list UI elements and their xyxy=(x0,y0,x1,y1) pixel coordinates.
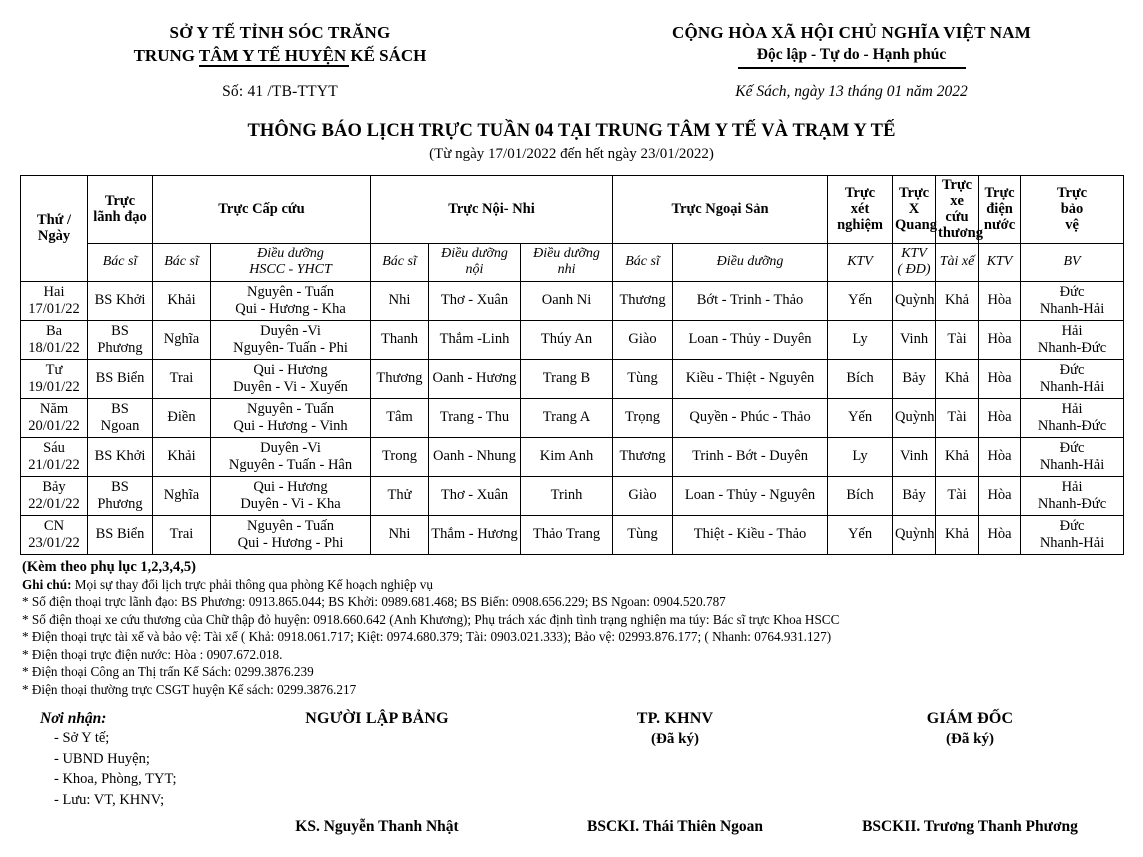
cell-day-date-line2: 23/01/22 xyxy=(28,534,80,551)
cell-xray-tech: Quỳnh xyxy=(893,281,936,320)
cell-security-staff-line1: Hải xyxy=(1061,478,1083,495)
cell-internal-nurse: Trang - Thu xyxy=(429,398,521,437)
cell-security-staff-line1: Đức xyxy=(1059,439,1085,456)
cell-utilities-tech: Hòa xyxy=(979,281,1021,320)
cell-emergency-nurse xyxy=(211,476,371,515)
sub-header-row xyxy=(21,243,1124,281)
subheader-internal-doctor: Bác sĩ xyxy=(371,243,429,281)
signature-name: KS. Nguyễn Thanh Nhật xyxy=(295,818,459,836)
cell-surgery-doctor: Giào xyxy=(613,476,673,515)
cell-emergency-nurse-line2: Nguyên - Tuấn - Hân xyxy=(228,456,353,473)
cell-surgery-nurse: Loan - Thủy - Nguyên xyxy=(673,476,828,515)
notes-section xyxy=(22,559,1123,699)
cell-leadership-doctor: BS Biển xyxy=(88,359,153,398)
cell-driver: Khả xyxy=(936,281,979,320)
cell-utilities-tech: Hòa xyxy=(979,398,1021,437)
cell-emergency-doctor: Trai xyxy=(153,515,211,554)
phone-note-list xyxy=(22,593,1123,698)
recipients-block xyxy=(40,710,177,810)
table-body xyxy=(21,281,1124,554)
cell-lab-tech: Yến xyxy=(828,398,893,437)
cell-emergency-doctor: Nghĩa xyxy=(153,320,211,359)
cell-day-date xyxy=(21,437,88,476)
header-utilities-duty: Trực điện nước xyxy=(979,175,1021,243)
cell-pediatric-nurse: Thúy An xyxy=(521,320,613,359)
table-row xyxy=(21,398,1124,437)
cell-day-date-line2: 19/01/22 xyxy=(28,378,80,395)
cell-surgery-nurse: Trinh - Bớt - Duyên xyxy=(673,437,828,476)
cell-utilities-tech: Hòa xyxy=(979,359,1021,398)
cell-day-date-line2: 20/01/22 xyxy=(28,417,80,434)
cell-emergency-nurse-line2: Qui - Hương - Kha xyxy=(235,300,346,317)
cell-driver: Tài xyxy=(936,320,979,359)
cell-lab-tech: Bích xyxy=(828,359,893,398)
cell-day-date xyxy=(21,359,88,398)
cell-utilities-tech: Hòa xyxy=(979,320,1021,359)
cell-day-date-line1: Ba xyxy=(45,322,63,339)
cell-security-staff-line1: Hải xyxy=(1061,322,1083,339)
cell-utilities-tech: Hòa xyxy=(979,476,1021,515)
cell-security-staff-line2: Nhanh-Hải xyxy=(1039,300,1105,317)
cell-internal-nurse: Thơ - Xuân xyxy=(429,281,521,320)
title-underline xyxy=(199,65,349,67)
cell-internal-doctor: Thử xyxy=(371,476,429,515)
cell-internal-doctor: Nhi xyxy=(371,515,429,554)
cell-security-staff xyxy=(1021,515,1124,554)
signature-role: NGƯỜI LẬP BẢNG xyxy=(305,710,449,728)
subheader-xray-tech: KTV ( ĐD) xyxy=(893,243,936,281)
cell-internal-doctor: Thanh xyxy=(371,320,429,359)
cell-pediatric-nurse: Trang A xyxy=(521,398,613,437)
cell-internal-doctor: Tâm xyxy=(371,398,429,437)
cell-day-date xyxy=(21,320,88,359)
cell-leadership-doctor: BS Khởi xyxy=(88,437,153,476)
recipient-item: - UBND Huyện; xyxy=(54,750,150,767)
cell-leadership-doctor: BS Phương xyxy=(88,320,153,359)
note-label: Ghi chú: xyxy=(22,576,72,592)
document-title-block xyxy=(0,121,1143,163)
cell-day-date-line2: 17/01/22 xyxy=(28,300,80,317)
cell-emergency-nurse-line2: Qui - Hương - Phi xyxy=(237,534,344,551)
cell-internal-nurse: Oanh - Hương xyxy=(429,359,521,398)
cell-day-date xyxy=(21,281,88,320)
note-line: * Điện thoại thường trực CSGT huyện Kế sách: 0299.3876.217 xyxy=(22,681,357,697)
cell-surgery-doctor: Tùng xyxy=(613,515,673,554)
cell-internal-nurse: Thắm -Linh xyxy=(429,320,521,359)
header-emergency-duty: Trực Cấp cứu xyxy=(153,175,371,243)
issuing-organization-block xyxy=(0,22,560,101)
header-security-duty: Trực bảo vệ xyxy=(1021,175,1124,243)
cell-emergency-nurse-line1: Nguyên - Tuấn xyxy=(246,517,334,534)
general-note xyxy=(22,576,1123,594)
cell-day-date xyxy=(21,398,88,437)
district-medical-center: TRUNG TÂM Y TẾ HUYỆN KẾ SÁCH xyxy=(133,46,427,65)
date-range-subtitle: (Từ ngày 17/01/2022 đến hết ngày 23/01/2022) xyxy=(429,145,714,162)
cell-emergency-nurse-line1: Duyên -Vi xyxy=(260,322,321,339)
cell-lab-tech: Yến xyxy=(828,281,893,320)
table-row xyxy=(21,476,1124,515)
cell-emergency-nurse-line1: Nguyên - Tuấn xyxy=(246,283,334,300)
recipient-item: - Sở Y tế; xyxy=(54,730,110,747)
header-surgery-obstetrics-duty: Trực Ngoại Sản xyxy=(613,175,828,243)
province-health-department: SỞ Y TẾ TỈNH SÓC TRĂNG xyxy=(169,23,391,42)
cell-driver: Khả xyxy=(936,359,979,398)
note-line: * Điện thoại trực tài xế và bảo vệ: Tài xế ( Khả: 0918.061.717; Kiệt: 0974.680.379; Tài: 0903.021.333); Bảo vệ: 02993.876.177; ( Nhanh: 0764.931.127) xyxy=(22,629,832,645)
cell-security-staff-line2: Nhanh-Hải xyxy=(1039,456,1105,473)
cell-emergency-nurse xyxy=(211,398,371,437)
cell-surgery-nurse: Loan - Thủy - Duyên xyxy=(673,320,828,359)
cell-leadership-doctor: BS Ngoan xyxy=(88,398,153,437)
subheader-pediatric-nurse: Điều dưỡng nhi xyxy=(521,243,613,281)
cell-xray-tech: Bảy xyxy=(893,359,936,398)
signature-department-head xyxy=(540,710,810,836)
cell-security-staff-line2: Nhanh-Hải xyxy=(1039,534,1105,551)
cell-xray-tech: Quỳnh xyxy=(893,515,936,554)
cell-driver: Tài xyxy=(936,476,979,515)
subheader-security-staff: BV xyxy=(1021,243,1124,281)
cell-internal-nurse: Oanh - Nhung xyxy=(429,437,521,476)
cell-day-date-line1: CN xyxy=(43,517,65,534)
cell-security-staff-line1: Đức xyxy=(1059,283,1085,300)
cell-emergency-nurse-line2: Qui - Hương - Vinh xyxy=(233,417,348,434)
table-row xyxy=(21,320,1124,359)
cell-driver: Khả xyxy=(936,437,979,476)
cell-day-date-line1: Tư xyxy=(45,361,63,378)
recipient-item: - Khoa, Phòng, TYT; xyxy=(54,771,177,788)
cell-day-date-line1: Bảy xyxy=(42,478,66,495)
cell-day-date-line1: Năm xyxy=(39,400,69,417)
cell-surgery-nurse: Quyền - Phúc - Thảo xyxy=(673,398,828,437)
motto-underline xyxy=(738,67,966,69)
country-name: CỘNG HÒA XÃ HỘI CHỦ NGHĨA VIỆT NAM xyxy=(672,23,1031,42)
header-day: Thứ / Ngày xyxy=(21,175,88,281)
cell-security-staff xyxy=(1021,476,1124,515)
cell-security-staff xyxy=(1021,437,1124,476)
cell-surgery-doctor: Giào xyxy=(613,320,673,359)
cell-lab-tech: Yến xyxy=(828,515,893,554)
table-row xyxy=(21,515,1124,554)
cell-internal-doctor: Thương xyxy=(371,359,429,398)
cell-internal-nurse: Thắm - Hương xyxy=(429,515,521,554)
cell-emergency-nurse-line2: Duyên - Vi - Kha xyxy=(240,495,341,512)
cell-day-date-line1: Hai xyxy=(43,283,65,300)
cell-emergency-nurse-line1: Qui - Hương xyxy=(253,478,328,495)
header-xray-duty: Trực X Quang xyxy=(893,175,936,243)
cell-surgery-nurse: Bớt - Trinh - Thảo xyxy=(673,281,828,320)
note-line: * Số điện thoại trực lãnh đạo: BS Phương: 0913.865.044; BS Khởi: 0989.681.468; BS Biển: 0908.656.229; BS Ngoan: 0904.520.787 xyxy=(22,594,726,610)
table-head xyxy=(21,175,1124,281)
signature-preparer xyxy=(232,710,522,836)
cell-security-staff-line1: Đức xyxy=(1059,517,1085,534)
note-line: * Điện thoại Công an Thị trấn Kế Sách: 0299.3876.239 xyxy=(22,664,314,680)
cell-pediatric-nurse: Kim Anh xyxy=(521,437,613,476)
cell-emergency-nurse xyxy=(211,320,371,359)
cell-emergency-doctor: Khải xyxy=(153,281,211,320)
subheader-internal-nurse: Điều dưỡng nội xyxy=(429,243,521,281)
note-text: Mọi sự thay đổi lịch trực phải thông qua phòng Kế hoạch nghiệp vụ xyxy=(71,576,433,592)
cell-emergency-nurse-line1: Nguyên - Tuấn xyxy=(246,400,334,417)
cell-xray-tech: Vinh xyxy=(893,437,936,476)
table-row xyxy=(21,359,1124,398)
cell-day-date-line2: 21/01/22 xyxy=(28,456,80,473)
cell-security-staff xyxy=(1021,398,1124,437)
cell-pediatric-nurse: Trinh xyxy=(521,476,613,515)
cell-leadership-doctor: BS Biển xyxy=(88,515,153,554)
cell-lab-tech: Ly xyxy=(828,320,893,359)
recipients-title: Nơi nhận: xyxy=(40,710,107,728)
duty-roster-container xyxy=(20,175,1123,555)
table-row xyxy=(21,437,1124,476)
note-line: * Điện thoại trực điện nước: Hòa : 0907.672.018. xyxy=(22,646,283,662)
recipients-list xyxy=(40,728,177,810)
page-title: THÔNG BÁO LỊCH TRỰC TUẦN 04 TẠI TRUNG TÂM Y TẾ VÀ TRẠM Y TẾ xyxy=(247,120,896,141)
cell-emergency-doctor: Nghĩa xyxy=(153,476,211,515)
cell-pediatric-nurse: Trang B xyxy=(521,359,613,398)
cell-emergency-nurse-line1: Qui - Hương xyxy=(253,361,328,378)
cell-surgery-nurse: Kiều - Thiệt - Nguyên xyxy=(673,359,828,398)
cell-emergency-nurse xyxy=(211,437,371,476)
subheader-surgery-doctor: Bác sĩ xyxy=(613,243,673,281)
subheader-surgery-nurse: Điều dưỡng xyxy=(673,243,828,281)
cell-lab-tech: Ly xyxy=(828,437,893,476)
cell-day-date-line1: Sáu xyxy=(43,439,65,456)
signature-name: BSCKI. Thái Thiên Ngoan xyxy=(586,818,764,836)
table-row xyxy=(21,281,1124,320)
signature-signed-mark: (Đã ký) xyxy=(651,731,699,748)
header-lab-duty: Trực xét nghiệm xyxy=(828,175,893,243)
cell-emergency-nurse-line1: Duyên -Vi xyxy=(260,439,321,456)
cell-pediatric-nurse: Oanh Ni xyxy=(521,281,613,320)
cell-emergency-doctor: Điền xyxy=(153,398,211,437)
cell-security-staff-line2: Nhanh-Đức xyxy=(1037,417,1107,434)
cell-security-staff-line2: Nhanh-Đức xyxy=(1037,339,1107,356)
subheader-lab-tech: KTV xyxy=(828,243,893,281)
group-header-row xyxy=(21,175,1124,243)
subheader-emergency-doctor: Bác sĩ xyxy=(153,243,211,281)
cell-internal-nurse: Thơ - Xuân xyxy=(429,476,521,515)
cell-security-staff-line1: Đức xyxy=(1059,361,1085,378)
cell-utilities-tech: Hòa xyxy=(979,437,1021,476)
cell-xray-tech: Vinh xyxy=(893,320,936,359)
cell-pediatric-nurse: Thảo Trang xyxy=(521,515,613,554)
cell-surgery-doctor: Trọng xyxy=(613,398,673,437)
cell-leadership-doctor: BS Phương xyxy=(88,476,153,515)
signature-name: BSCKII. Trương Thanh Phương xyxy=(862,818,1078,836)
signature-director xyxy=(820,710,1120,836)
recipient-item: - Lưu: VT, KHNV; xyxy=(54,791,165,808)
cell-emergency-nurse xyxy=(211,515,371,554)
cell-emergency-nurse-line2: Nguyên- Tuấn - Phi xyxy=(233,339,348,356)
cell-security-staff xyxy=(1021,281,1124,320)
cell-security-staff xyxy=(1021,359,1124,398)
cell-day-date xyxy=(21,515,88,554)
cell-security-staff-line1: Hải xyxy=(1061,400,1083,417)
cell-emergency-nurse xyxy=(211,281,371,320)
cell-leadership-doctor: BS Khởi xyxy=(88,281,153,320)
cell-emergency-doctor: Khải xyxy=(153,437,211,476)
cell-emergency-doctor: Trai xyxy=(153,359,211,398)
signature-role: TP. KHNV xyxy=(636,710,714,728)
cell-security-staff-line2: Nhanh-Đức xyxy=(1037,495,1107,512)
document-masthead xyxy=(0,0,1143,101)
cell-xray-tech: Bảy xyxy=(893,476,936,515)
signature-role: GIÁM ĐỐC xyxy=(926,710,1014,728)
header-internal-pediatrics-duty: Trực Nội- Nhi xyxy=(371,175,613,243)
signature-signed-mark: (Đã ký) xyxy=(946,731,994,748)
cell-emergency-nurse xyxy=(211,359,371,398)
cell-surgery-doctor: Thương xyxy=(613,437,673,476)
signature-section xyxy=(0,710,1143,850)
cell-day-date xyxy=(21,476,88,515)
header-leadership-duty: Trực lãnh đạo xyxy=(88,175,153,243)
cell-security-staff-line2: Nhanh-Hải xyxy=(1039,378,1105,395)
cell-surgery-nurse: Thiệt - Kiều - Thảo xyxy=(673,515,828,554)
subheader-emergency-nurse: Điều dưỡng HSCC - YHCT xyxy=(211,243,371,281)
subheader-leadership-doctor: Bác sĩ xyxy=(88,243,153,281)
cell-day-date-line2: 22/01/22 xyxy=(28,495,80,512)
cell-day-date-line2: 18/01/22 xyxy=(28,339,80,356)
national-motto: Độc lập - Tự do - Hạnh phúc xyxy=(738,44,966,69)
cell-utilities-tech: Hòa xyxy=(979,515,1021,554)
place-and-date: Kế Sách, ngày 13 tháng 01 năm 2022 xyxy=(735,82,968,100)
cell-xray-tech: Quỳnh xyxy=(893,398,936,437)
national-heading-block xyxy=(560,22,1143,101)
cell-internal-doctor: Trong xyxy=(371,437,429,476)
header-ambulance-duty: Trực xe cứu thương xyxy=(936,175,979,243)
cell-security-staff xyxy=(1021,320,1124,359)
cell-internal-doctor: Nhi xyxy=(371,281,429,320)
attachment-note: (Kèm theo phụ lục 1,2,3,4,5) xyxy=(22,558,196,575)
cell-lab-tech: Bích xyxy=(828,476,893,515)
cell-driver: Khả xyxy=(936,515,979,554)
cell-emergency-nurse-line2: Duyên - Vi - Xuyến xyxy=(233,378,348,395)
cell-surgery-doctor: Tùng xyxy=(613,359,673,398)
subheader-utilities-tech: KTV xyxy=(979,243,1021,281)
duty-roster-table xyxy=(20,175,1124,555)
note-line: * Số điện thoại xe cứu thương của Chữ thập đỏ huyện: 0918.660.642 (Anh Khương); Phụ trách xác định tình trạng nghiện ma túy: Bác sĩ trực Khoa HSCC xyxy=(22,611,840,627)
subheader-driver: Tài xế xyxy=(936,243,979,281)
cell-driver: Tài xyxy=(936,398,979,437)
document-number: Số: 41 /TB-TTYT xyxy=(222,82,338,100)
cell-surgery-doctor: Thương xyxy=(613,281,673,320)
